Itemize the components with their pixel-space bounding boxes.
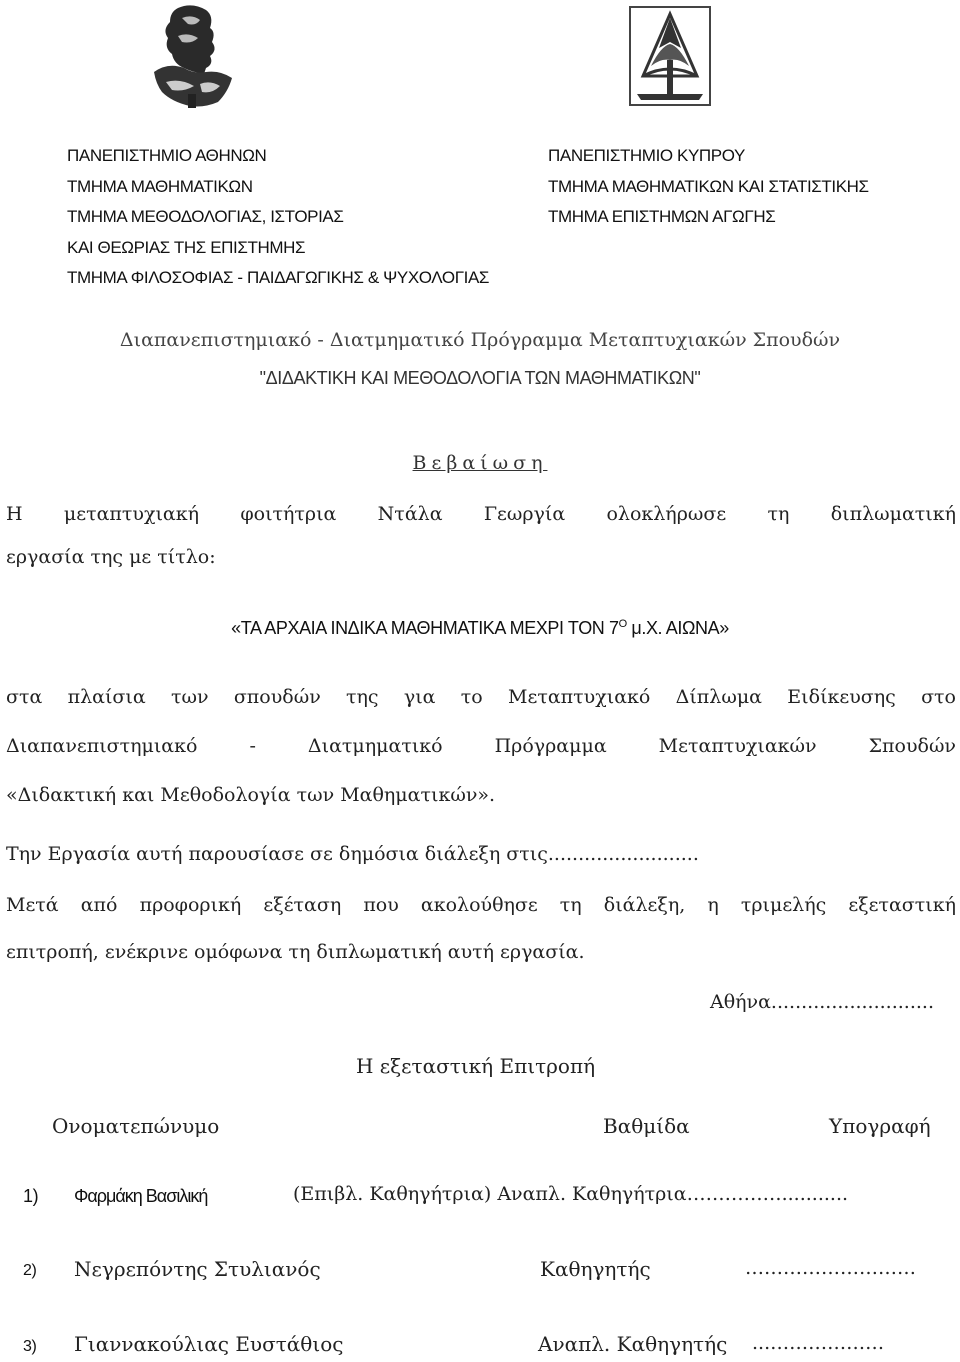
place-date: Αθήνα........................... — [710, 991, 934, 1013]
member-number: 1) — [23, 1186, 39, 1206]
member-signature: ...……………… — [752, 1332, 885, 1354]
column-rank: Βαθμίδα — [603, 1114, 690, 1138]
context-line: Διαπανεπιστημιακό - Διατμηματικό Πρόγραμμα Μεταπτυχιακών Σπουδών — [6, 735, 956, 757]
committee-title: Η εξεταστική Επιτροπή — [356, 1054, 596, 1078]
member-number: 3) — [23, 1338, 37, 1355]
athens-university-logo — [148, 2, 236, 110]
header-left-line: ΤΜΗΜΑ ΜΑΘΗΜΑΤΙΚΩΝ — [67, 177, 253, 196]
column-name: Ονοματεπώνυμο — [52, 1114, 220, 1138]
intro-line: εργασία της με τίτλο: — [6, 546, 216, 568]
header-left-line: ΤΜΗΜΑ ΜΕΘΟΔΟΛΟΓΙΑΣ, ΙΣΤΟΡΙΑΣ — [67, 207, 344, 226]
header-right-line: ΤΜΗΜΑ ΜΑΘΗΜΑΤΙΚΩΝ ΚΑΙ ΣΤΑΤΙΣΤΙΚΗΣ — [548, 177, 869, 196]
member-name: Νεγρεπόντης Στυλιανός — [74, 1257, 321, 1281]
thesis-title-sup: Ο — [618, 618, 627, 630]
cyprus-university-logo — [629, 6, 711, 106]
header-left-line: ΚΑΙ ΘΕΩΡΙΑΣ ΤΗΣ ΕΠΙΣΤΗΜΗΣ — [67, 238, 306, 257]
column-signature: Υπογραφή — [829, 1114, 931, 1138]
member-name: Γιαννακούλιας Ευστάθιος — [74, 1332, 344, 1356]
approval-line: επιτροπή, ενέκρινε ομόφωνα τη διπλωματική αυτή εργασία. — [6, 941, 585, 963]
member-rank: Καθηγητής — [540, 1257, 651, 1281]
header-right-line: ΠΑΝΕΠΙΣΤΗΜΙΟ ΚΥΠΡΟΥ — [548, 146, 745, 165]
presentation-line: Την Εργασία αυτή παρουσίασε σε δημόσια διάλεξη στις......................... — [6, 843, 699, 865]
program-line: Διαπανεπιστημιακό - Διατμηματικό Πρόγραμμα Μεταπτυχιακών Σπουδών — [119, 329, 841, 351]
context-line: στα πλαίσια των σπουδών της για το Μεταπτυχιακό Δίπλωμα Ειδίκευσης στο — [6, 686, 956, 708]
header-left-line: ΤΜΗΜΑ ΦΙΛΟΣΟΦΙΑΣ - ΠΑΙΔΑΓΩΓΙΚΗΣ & ΨΥΧΟΛΟΓΙΑΣ — [67, 268, 490, 287]
context-line: «Διδακτική και Μεθοδολογία των Μαθηματικών». — [6, 784, 496, 806]
certificate-title: Βεβαίωση — [412, 452, 548, 474]
thesis-title — [0, 618, 960, 639]
member-signature: ……………………… — [745, 1257, 916, 1279]
approval-line: Μετά από προφορική εξέταση που ακολούθησε τη διάλεξη, η τριμελής εξεταστική — [6, 894, 956, 916]
member-name: Φαρμάκη Βασιλική — [74, 1186, 208, 1206]
thesis-title-text: μ.Χ. ΑΙΩΝΑ» — [626, 618, 729, 638]
intro-line: Η μεταπτυχιακή φοιτήτρια Ντάλα Γεωργία ολοκλήρωσε τη διπλωματική — [6, 503, 956, 525]
header-left-line: ΠΑΝΕΠΙΣΤΗΜΙΟ ΑΘΗΝΩΝ — [67, 146, 267, 165]
member-rank: (Επιβλ. Καθηγήτρια) Αναπλ. Καθηγήτρια……………........... — [293, 1183, 849, 1205]
member-number: 2) — [23, 1262, 37, 1279]
program-name: "ΔΙΔΑΚΤΙΚΗ ΚΑΙ ΜΕΘΟΔΟΛΟΓΙΑ ΤΩΝ ΜΑΘΗΜΑΤΙΚΩΝ" — [259, 368, 701, 388]
thesis-title-text: «ΤΑ ΑΡΧΑΙΑ ΙΝΔΙΚΑ ΜΑΘΗΜΑΤΙΚΑ ΜΕΧΡΙ ΤΟΝ 7 — [231, 618, 619, 638]
member-rank: Αναπλ. Καθηγητής — [538, 1332, 728, 1356]
header-right-line: ΤΜΗΜΑ ΕΠΙΣΤΗΜΩΝ ΑΓΩΓΗΣ — [548, 207, 776, 226]
